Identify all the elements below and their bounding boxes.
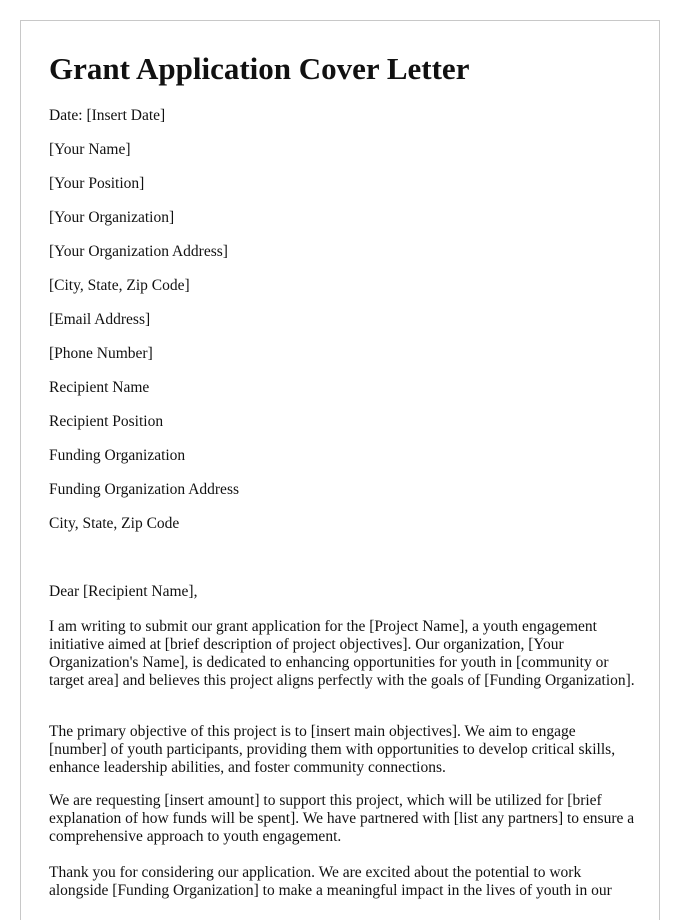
body-paragraph: I am writing to submit our grant application for the [Project Name], a youth engagement initiative aimed at [brief description of project objectives]. Our organization, [Your Organization's Name], is dedicated to enhancing opportunities for youth in [community or target area] and believes this project aligns perfectly with the goals of [Funding Organization]. bbox=[49, 618, 635, 689]
sender-position: [Your Position] bbox=[49, 175, 145, 192]
sender-phone: [Phone Number] bbox=[49, 345, 153, 362]
sender-city-state-zip: [City, State, Zip Code] bbox=[49, 277, 190, 294]
recipient-name: Recipient Name bbox=[49, 379, 150, 396]
letter-page bbox=[20, 20, 660, 920]
recipient-city-state-zip: City, State, Zip Code bbox=[49, 515, 180, 532]
body-paragraph: The primary objective of this project is to [insert main objectives]. We aim to engage [number] of youth participants, providing them with opportunities to develop critical skills, enhance leadership abilities, and foster community connections. bbox=[49, 723, 616, 776]
sender-name: [Your Name] bbox=[49, 141, 131, 158]
salutation: Dear [Recipient Name], bbox=[49, 583, 198, 600]
body-paragraph: Thank you for considering our application. We are excited about the potential to work alongside [Funding Organization] to make a meaningful impact in the lives of youth in our bbox=[49, 864, 612, 899]
body-paragraph: We are requesting [insert amount] to support this project, which will be utilized for [brief explanation of how funds will be spent]. We have partnered with [list any partners] to ensure a comprehensive approach to youth engagement. bbox=[49, 792, 635, 845]
sender-address: [Your Organization Address] bbox=[49, 243, 228, 260]
sender-organization: [Your Organization] bbox=[49, 209, 175, 226]
recipient-position: Recipient Position bbox=[49, 413, 164, 430]
date-line: Date: [Insert Date] bbox=[49, 107, 166, 124]
recipient-address: Funding Organization Address bbox=[49, 481, 240, 498]
letter-title: Grant Application Cover Letter bbox=[49, 51, 470, 86]
recipient-organization: Funding Organization bbox=[49, 447, 186, 464]
sender-email: [Email Address] bbox=[49, 311, 151, 328]
